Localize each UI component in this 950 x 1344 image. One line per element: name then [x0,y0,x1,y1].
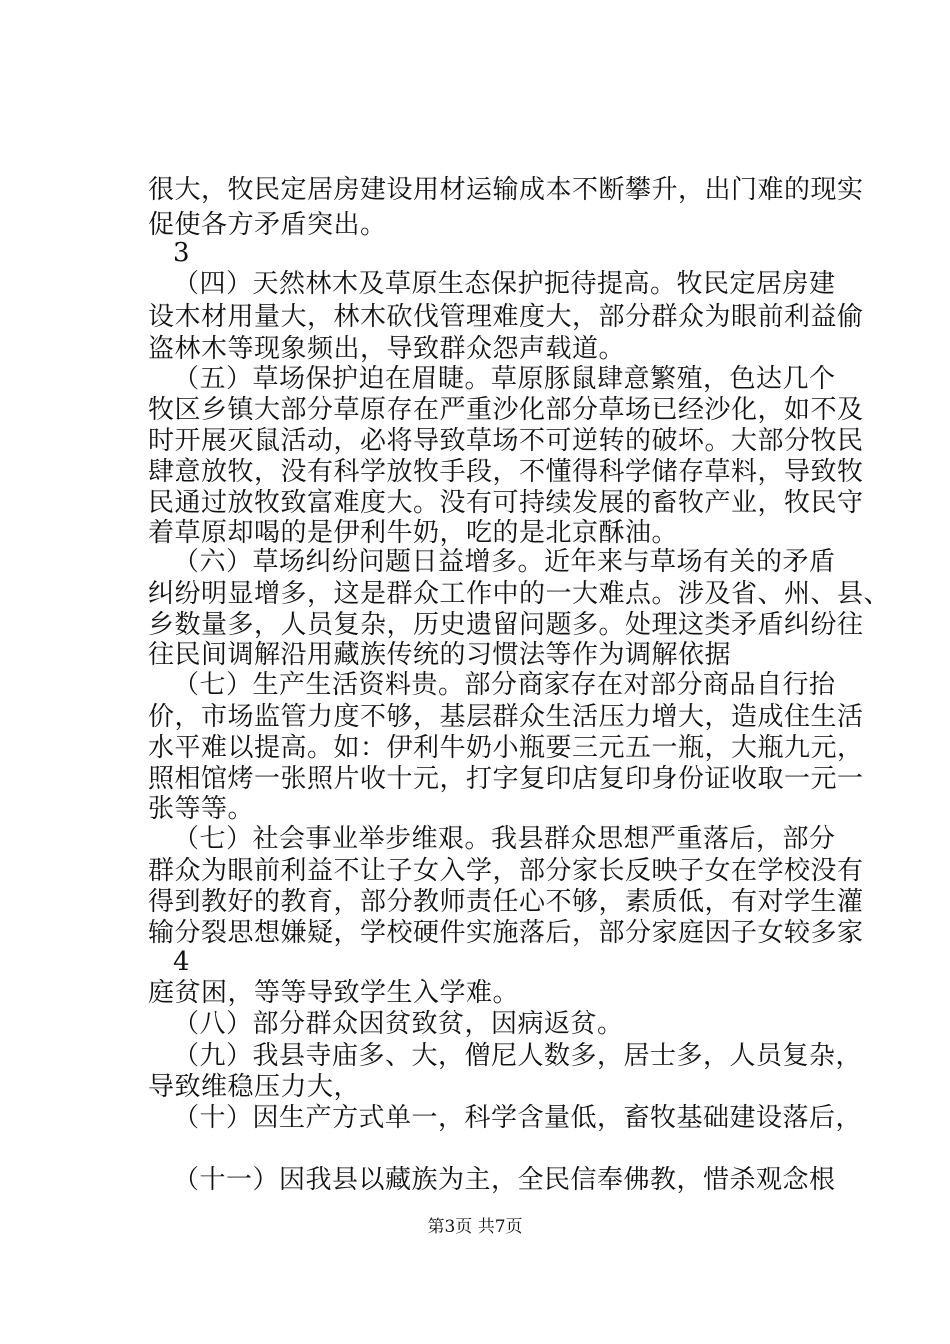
text-line: 牧区乡镇大部分草原存在严重沙化部分草场已经沙化，如不及 [148,395,864,425]
text-line: 促使各方矛盾突出。 [148,210,387,240]
text-line: （十）因生产方式单一，科学含量低，畜牧基础建设落后， [173,1103,863,1133]
text-line: 民通过放牧致富难度大。没有可持续发展的畜牧产业，牧民守 [148,488,864,518]
text-line: 导致维稳压力大， [148,1072,361,1102]
text-line: （十一）因我县以藏族为主，全民信奉佛教，惜杀观念根 [173,1165,836,1195]
text-line: （四）天然林木及草原生态保护扼待提高。牧民定居房建 [173,269,836,299]
page-marker: 4 [173,947,191,977]
text-line: 输分裂思想嫌疑，学校硬件实施落后，部分家庭因子女较多家 [148,918,864,948]
text-line: 肆意放牧，没有科学放牧手段，不懂得科学储存草料，导致牧 [148,457,864,487]
text-line: 纠纷明显增多，这是群众工作中的一大难点。涉及省、州、县、 [148,579,891,609]
text-line: 着草原却喝的是伊利牛奶，吃的是北京酥油。 [148,518,679,548]
page-marker: 3 [173,238,191,268]
text-line: （六）草场纠纷问题日益增多。近年来与草场有关的矛盾 [173,547,836,577]
text-line: （七）生产生活资料贵。部分商家存在对部分商品自行抬 [173,670,836,700]
text-line: 张等等。 [148,794,255,824]
text-line: 很大，牧民定居房建设用材运输成本不断攀升，出门难的现实 [148,175,864,205]
text-line: 照相馆烤一张照片收十元，打字复印店复印身份证收取一元一 [148,764,864,794]
text-line: 群众为眼前利益不让子女入学，部分家长反映子女在学校没有 [148,856,864,886]
text-line: （八）部分群众因贫致贫，因病返贫。 [173,1009,624,1039]
text-line: 设木材用量大，林木砍伐管理难度大，部分群众为眼前利益偷 [148,302,864,332]
text-line: 时开展灭鼠活动，必将导致草场不可逆转的破坏。大部分牧民 [148,426,864,456]
text-line: 庭贫困，等等导致学生入学难。 [148,978,520,1008]
text-line: （七）社会事业举步维艰。我县群众思想严重落后，部分 [173,824,836,854]
text-line: 往民间调解沿用藏族传统的习惯法等作为调解依据 [148,640,732,670]
text-line: （九）我县寺庙多、大，僧尼人数多，居士多，人员复杂， [173,1041,863,1071]
text-line: 水平难以提高。如：伊利牛奶小瓶要三元五一瓶，大瓶九元， [148,733,864,763]
text-line: 乡数量多，人员复杂，历史遗留问题多。处理这类矛盾纠纷往 [148,610,864,640]
text-line: 得到教好的教育，部分教师责任心不够，素质低，有对学生灌 [148,887,864,917]
text-line: 价，市场监管力度不够，基层群众生活压力增大，造成住生活 [148,702,864,732]
text-line: （五）草场保护迫在眉睫。草原豚鼠肆意繁殖，色达几个 [173,364,836,394]
text-line: 盗林木等现象频出，导致群众怨声载道。 [148,334,626,364]
page-footer: 第3页 共7页 [427,1217,523,1237]
